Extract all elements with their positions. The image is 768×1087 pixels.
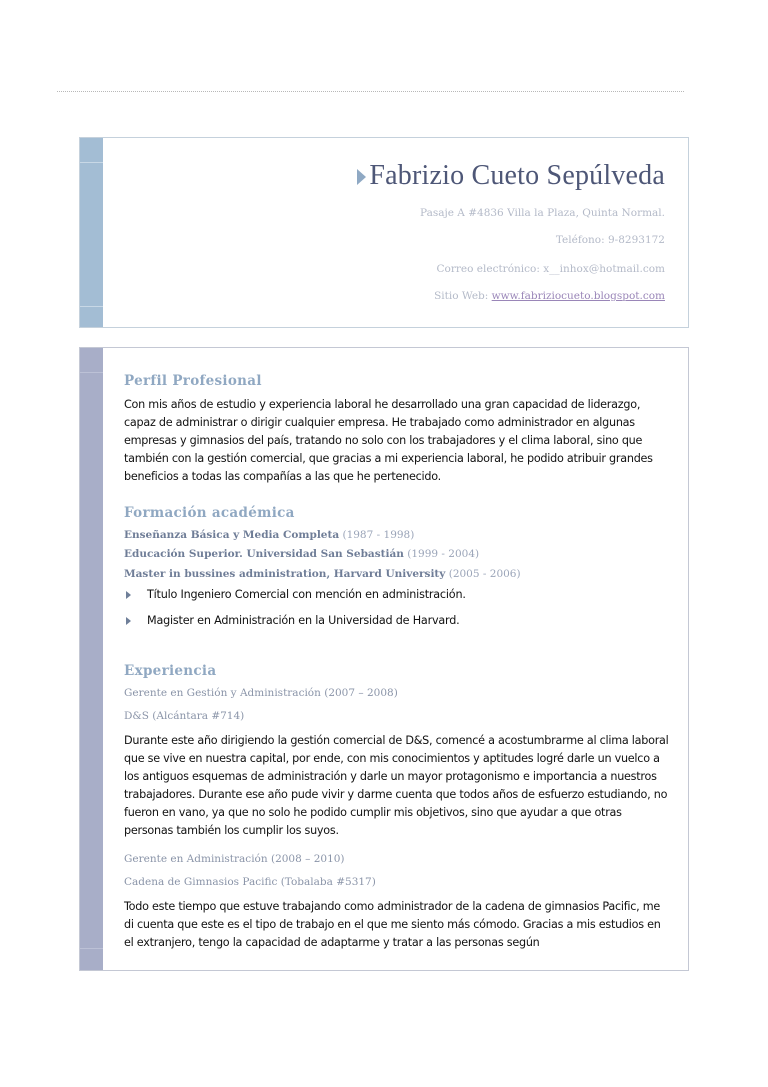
website-line (434, 290, 665, 302)
body-side-stripe (80, 348, 103, 970)
perfil-text: Con mis años de estudio y experiencia laboral he desarrollado una gran capacidad de liderazgo, capaz de administrar o dirigir cualquier empresa. He trabajado como administrador en algunas empresas y gimnasios del país, tratando no solo con los trabajadores y el clima laboral, sino que también con la gestión comercial, que gracias a mi experiencia laboral, he podido atribuir grandes beneficios a todas las compañías a las que he pertenecido. (124, 398, 653, 483)
website-link[interactable]: www.fabriziocueto.blogspot.com (491, 290, 665, 302)
degree-bullet: Magister en Administración en la Universidad de Harvard. (126, 614, 460, 627)
job-description: Todo este tiempo que estuve trabajando como administrador de la cadena de gimnasios Pacific, me di cuenta que este es el tipo de trabajo en el que me siento más cómodo. Gracias a mis estudios en el extranjero, tengo la capacidad de adaptarme y tratar a las personas según (124, 900, 661, 949)
body-panel (79, 347, 689, 971)
address: Pasaje A #4836 Villa la Plaza, Quinta Normal. (419, 207, 665, 219)
top-dotted-rule (57, 91, 684, 92)
job-company: Cadena de Gimnasios Pacific (Tobalaba #5317) (124, 876, 376, 888)
email: Correo electrónico: x__inhox@hotmail.com (436, 263, 665, 275)
section-title-perfil: Perfil Profesional (124, 373, 262, 389)
degree-bullet: Título Ingeniero Comercial con mención en administración. (126, 588, 466, 601)
job-position: Gerente en Administración (2008 – 2010) (124, 853, 345, 865)
section-title-experiencia: Experiencia (124, 663, 217, 679)
header-side-stripe (80, 138, 103, 327)
education-entry: Enseñanza Básica y Media Completa (1987 - 1998) (124, 529, 415, 541)
triangle-bullet-icon (126, 617, 131, 625)
triangle-bullet-icon (126, 591, 131, 599)
phone: Teléfono: 9-8293172 (555, 234, 665, 246)
triangle-bullet-icon (357, 169, 366, 185)
education-entry: Master in bussines administration, Harvard University (2005 - 2006) (124, 568, 521, 580)
section-title-formacion: Formación académica (124, 505, 295, 521)
education-entry: Educación Superior. Universidad San Sebastián (1999 - 2004) (124, 548, 480, 560)
website-label: Sitio Web: (434, 290, 492, 302)
header-panel (79, 137, 689, 328)
job-position: Gerente en Gestión y Administración (2007 – 2008) (124, 687, 398, 699)
candidate-name: Fabrizio Cueto Sepúlveda (369, 160, 665, 191)
job-description: Durante este año dirigiendo la gestión comercial de D&S, comencé a acostumbrarme al clima laboral que se vive en nuestra capital, por ende, con mis conocimientos y aptitudes logré darle un vuelco a los antiguos esquemas de administración y darle un mayor protagonismo e importancia a nuestros trabajadores. Durante ese año pude vivir y darme cuenta que todos años de esfuerzo estudiando, no fueron en vano, ya que no solo he podido cumplir mis objetivos, sino que ayudar a que otras personas también los cumplir los suyos. (124, 734, 669, 837)
name-row (357, 160, 665, 192)
job-company: D&S (Alcántara #714) (124, 710, 245, 722)
